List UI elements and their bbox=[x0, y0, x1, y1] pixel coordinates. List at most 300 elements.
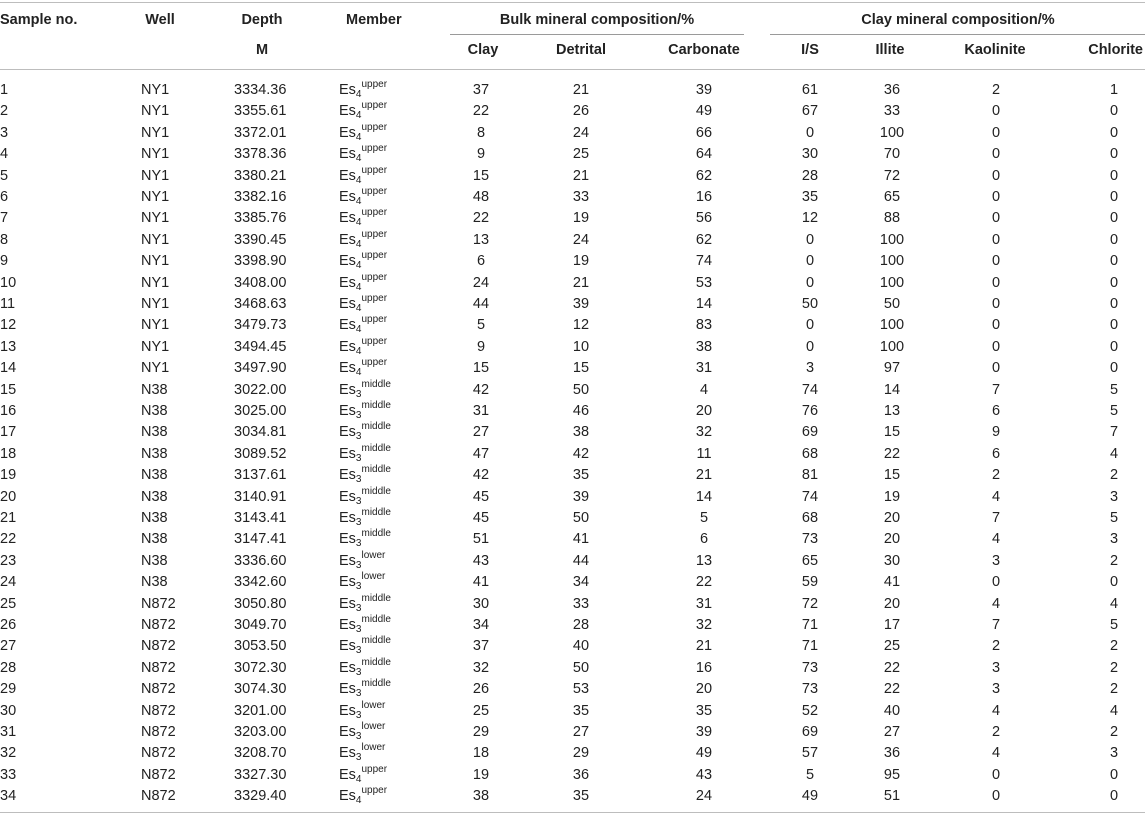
cell-detrital: 46 bbox=[572, 403, 590, 419]
cell-clay: 51 bbox=[472, 531, 490, 548]
member-base: Es bbox=[339, 766, 356, 783]
cell-kaolinite: 2 bbox=[991, 638, 1001, 655]
header-bottom-rule bbox=[0, 69, 1145, 70]
member-base: Es bbox=[339, 681, 356, 698]
member-superscript: upper bbox=[361, 164, 388, 176]
cell-depth: 3329.40 bbox=[234, 788, 287, 805]
cell-member bbox=[339, 442, 391, 464]
cell-clay: 27 bbox=[472, 424, 490, 441]
member-base: Es bbox=[339, 488, 356, 505]
member-base: Es bbox=[339, 552, 356, 569]
member-base: Es bbox=[339, 403, 356, 419]
cell-member bbox=[339, 316, 387, 334]
cell-carbonate: 35 bbox=[695, 702, 713, 719]
cell-depth: 3089.52 bbox=[234, 445, 287, 462]
cell-sample-no: 23 bbox=[0, 552, 17, 569]
cell-detrital: 53 bbox=[572, 681, 590, 698]
cell-chlorite: 4 bbox=[1109, 595, 1119, 612]
cell-depth: 3382.16 bbox=[234, 189, 287, 205]
member-subscript: 3 bbox=[355, 666, 362, 678]
cell-member bbox=[339, 485, 391, 507]
cell-chlorite: 4 bbox=[1109, 445, 1119, 462]
cell-is: 69 bbox=[801, 724, 819, 740]
cell-member bbox=[339, 723, 385, 741]
cell-well: N38 bbox=[141, 574, 168, 591]
cell-carbonate: 62 bbox=[695, 231, 713, 248]
cell-well: NY1 bbox=[141, 82, 170, 98]
cell-clay: 31 bbox=[472, 403, 490, 419]
cell-member bbox=[339, 228, 388, 250]
cell-illite: 100 bbox=[879, 317, 905, 334]
cell-carbonate: 20 bbox=[695, 681, 713, 698]
cell-member bbox=[339, 656, 391, 678]
member-superscript: lower bbox=[361, 742, 386, 754]
cell-member bbox=[339, 359, 387, 377]
cell-member bbox=[339, 423, 391, 441]
cell-well: NY1 bbox=[141, 124, 170, 141]
cell-kaolinite: 0 bbox=[991, 296, 1001, 312]
member-base: Es bbox=[339, 274, 356, 291]
cell-carbonate: 49 bbox=[695, 745, 713, 762]
cell-detrital: 27 bbox=[572, 724, 590, 740]
member-superscript: middle bbox=[361, 442, 391, 454]
cell-carbonate: 16 bbox=[695, 189, 713, 205]
cell-detrital: 26 bbox=[572, 103, 590, 120]
cell-depth: 3497.90 bbox=[234, 360, 287, 377]
cell-clay: 5 bbox=[476, 317, 486, 334]
cell-illite: 15 bbox=[883, 424, 901, 441]
cell-illite: 88 bbox=[883, 210, 901, 227]
cell-is: 76 bbox=[801, 403, 819, 419]
cell-illite: 20 bbox=[883, 531, 901, 548]
cell-well: NY1 bbox=[141, 274, 170, 291]
cell-clay: 25 bbox=[472, 702, 490, 719]
cell-kaolinite: 6 bbox=[991, 403, 1001, 419]
cell-detrital: 41 bbox=[572, 531, 590, 548]
cell-illite: 30 bbox=[883, 552, 901, 569]
cell-depth: 3074.30 bbox=[234, 681, 287, 698]
cell-is: 71 bbox=[801, 638, 819, 655]
cell-depth: 3053.50 bbox=[234, 638, 287, 655]
cell-chlorite: 0 bbox=[1109, 189, 1119, 205]
member-base: Es bbox=[339, 531, 356, 548]
cell-is: 35 bbox=[801, 189, 819, 205]
member-subscript: 4 bbox=[355, 281, 362, 293]
cell-detrital: 25 bbox=[572, 146, 590, 163]
cell-depth: 3468.63 bbox=[234, 296, 287, 312]
cell-chlorite: 0 bbox=[1109, 338, 1119, 355]
cell-sample-no: 14 bbox=[0, 360, 17, 377]
cell-is: 73 bbox=[801, 659, 819, 676]
cell-detrital: 50 bbox=[572, 510, 590, 526]
cell-clay: 45 bbox=[472, 510, 490, 526]
header-depth-unit: M bbox=[255, 42, 269, 58]
cell-clay: 34 bbox=[472, 617, 490, 633]
member-base: Es bbox=[339, 659, 356, 676]
cell-is: 71 bbox=[801, 617, 819, 633]
cell-well: NY1 bbox=[141, 210, 170, 227]
cell-kaolinite: 3 bbox=[991, 659, 1001, 676]
cell-sample-no: 2 bbox=[0, 103, 9, 120]
member-subscript: 3 bbox=[355, 410, 362, 421]
cell-clay: 29 bbox=[472, 724, 490, 740]
member-superscript: upper bbox=[361, 293, 388, 304]
header-chlorite: Chlorite bbox=[1088, 42, 1143, 58]
member-superscript: upper bbox=[361, 207, 388, 219]
cell-kaolinite: 0 bbox=[991, 103, 1001, 120]
cell-member bbox=[339, 252, 387, 270]
cell-detrital: 50 bbox=[572, 659, 590, 676]
cell-kaolinite: 0 bbox=[991, 167, 1001, 184]
cell-sample-no: 1 bbox=[0, 82, 9, 98]
cell-chlorite: 3 bbox=[1109, 745, 1119, 762]
cell-illite: 65 bbox=[883, 189, 901, 205]
cell-well: N38 bbox=[141, 424, 168, 441]
cell-detrital: 21 bbox=[572, 82, 590, 98]
cell-detrital: 35 bbox=[572, 467, 590, 484]
cell-chlorite: 2 bbox=[1109, 638, 1119, 655]
member-superscript: middle bbox=[361, 464, 391, 476]
cell-chlorite: 5 bbox=[1109, 381, 1119, 398]
cell-clay: 48 bbox=[472, 189, 490, 205]
cell-clay: 32 bbox=[472, 659, 490, 676]
cell-well: N38 bbox=[141, 445, 168, 462]
cell-kaolinite: 4 bbox=[991, 745, 1001, 762]
cell-member bbox=[339, 680, 391, 698]
member-superscript: upper bbox=[361, 314, 388, 326]
cell-sample-no: 34 bbox=[0, 788, 17, 805]
member-base: Es bbox=[339, 702, 356, 719]
member-superscript: middle bbox=[361, 507, 391, 518]
cell-sample-no: 24 bbox=[0, 574, 17, 591]
cell-illite: 22 bbox=[883, 445, 901, 462]
cell-illite: 33 bbox=[883, 103, 901, 120]
cell-kaolinite: 0 bbox=[991, 274, 1001, 291]
header-clay-group: Clay mineral composition/% bbox=[861, 12, 1055, 28]
cell-detrital: 42 bbox=[572, 445, 590, 462]
cell-detrital: 19 bbox=[572, 210, 590, 227]
cell-illite: 72 bbox=[883, 167, 901, 184]
cell-kaolinite: 0 bbox=[991, 360, 1001, 377]
cell-well: N872 bbox=[141, 638, 176, 655]
cell-kaolinite: 0 bbox=[991, 231, 1001, 248]
header-is: I/S bbox=[801, 42, 819, 58]
member-superscript: upper bbox=[361, 228, 388, 240]
member-base: Es bbox=[339, 210, 356, 227]
cell-kaolinite: 4 bbox=[991, 702, 1001, 719]
cell-carbonate: 21 bbox=[695, 467, 713, 484]
cell-is: 57 bbox=[801, 745, 819, 762]
header-carbonate: Carbonate bbox=[668, 42, 740, 58]
cell-depth: 3390.45 bbox=[234, 231, 287, 248]
cell-carbonate: 53 bbox=[695, 274, 713, 291]
cell-carbonate: 4 bbox=[699, 381, 709, 398]
cell-chlorite: 0 bbox=[1109, 317, 1119, 334]
cell-member bbox=[339, 744, 385, 762]
cell-well: NY1 bbox=[141, 338, 170, 355]
cell-clay: 15 bbox=[472, 167, 490, 184]
cell-depth: 3208.70 bbox=[234, 745, 287, 762]
cell-carbonate: 32 bbox=[695, 617, 713, 633]
cell-well: NY1 bbox=[141, 360, 170, 377]
cell-detrital: 24 bbox=[572, 124, 590, 141]
cell-well: N872 bbox=[141, 659, 176, 676]
member-subscript: 3 bbox=[355, 752, 362, 764]
cell-sample-no: 30 bbox=[0, 702, 17, 719]
cell-clay: 22 bbox=[472, 103, 490, 120]
cell-member bbox=[339, 699, 386, 721]
cell-is: 61 bbox=[801, 82, 819, 98]
cell-detrital: 28 bbox=[572, 617, 590, 633]
cell-is: 74 bbox=[801, 488, 819, 505]
cell-kaolinite: 7 bbox=[991, 617, 1001, 633]
member-subscript: 3 bbox=[355, 431, 362, 443]
cell-carbonate: 24 bbox=[695, 788, 713, 805]
member-base: Es bbox=[339, 745, 356, 762]
cell-sample-no: 3 bbox=[0, 124, 9, 141]
cell-carbonate: 66 bbox=[695, 124, 713, 141]
cell-clay: 44 bbox=[472, 296, 490, 312]
member-base: Es bbox=[339, 381, 356, 398]
member-superscript: lower bbox=[361, 571, 386, 583]
cell-illite: 25 bbox=[883, 638, 901, 655]
cell-carbonate: 39 bbox=[695, 724, 713, 740]
header-depth: Depth bbox=[241, 12, 283, 28]
member-subscript: 3 bbox=[355, 517, 362, 528]
member-subscript: 4 bbox=[355, 217, 362, 229]
cell-illite: 97 bbox=[883, 360, 901, 377]
cell-illite: 20 bbox=[883, 510, 901, 526]
header-sample-no: Sample no. bbox=[0, 12, 78, 28]
header-detrital: Detrital bbox=[556, 42, 606, 58]
member-superscript: middle bbox=[361, 378, 391, 390]
cell-depth: 3137.61 bbox=[234, 467, 287, 484]
cell-member bbox=[339, 121, 388, 143]
cell-chlorite: 0 bbox=[1109, 788, 1119, 805]
cell-sample-no: 5 bbox=[0, 167, 9, 184]
cell-carbonate: 14 bbox=[695, 296, 713, 312]
member-subscript: 3 bbox=[355, 624, 362, 635]
cell-depth: 3372.01 bbox=[234, 124, 287, 141]
cell-is: 69 bbox=[801, 424, 819, 441]
cell-member bbox=[339, 573, 385, 591]
table-bottom-rule bbox=[0, 812, 1145, 813]
member-subscript: 3 bbox=[355, 602, 362, 614]
cell-kaolinite: 7 bbox=[991, 381, 1001, 398]
cell-chlorite: 0 bbox=[1109, 360, 1119, 377]
cell-detrital: 29 bbox=[572, 745, 590, 762]
member-base: Es bbox=[339, 360, 356, 377]
member-subscript: 4 bbox=[355, 795, 362, 807]
cell-depth: 3147.41 bbox=[234, 531, 287, 548]
cell-clay: 42 bbox=[472, 381, 490, 398]
cell-clay: 15 bbox=[472, 360, 490, 377]
cell-is: 0 bbox=[805, 253, 815, 270]
cell-kaolinite: 0 bbox=[991, 338, 1001, 355]
cell-chlorite: 0 bbox=[1109, 103, 1119, 120]
member-superscript: upper bbox=[361, 763, 388, 775]
member-subscript: 4 bbox=[355, 238, 362, 250]
cell-depth: 3380.21 bbox=[234, 167, 287, 184]
cell-illite: 41 bbox=[883, 574, 901, 591]
member-subscript: 3 bbox=[355, 645, 362, 657]
cell-illite: 100 bbox=[879, 124, 905, 141]
member-subscript: 4 bbox=[355, 303, 362, 314]
member-superscript: upper bbox=[361, 79, 388, 90]
member-base: Es bbox=[339, 467, 356, 484]
member-superscript: middle bbox=[361, 400, 391, 411]
member-subscript: 3 bbox=[355, 731, 362, 742]
member-superscript: upper bbox=[361, 143, 388, 155]
cell-member bbox=[339, 295, 387, 313]
member-base: Es bbox=[339, 617, 356, 633]
cell-carbonate: 14 bbox=[695, 488, 713, 505]
cell-chlorite: 4 bbox=[1109, 702, 1119, 719]
member-subscript: 4 bbox=[355, 110, 362, 122]
member-superscript: upper bbox=[361, 186, 388, 197]
cell-depth: 3140.91 bbox=[234, 488, 287, 505]
cell-well: N872 bbox=[141, 681, 176, 698]
cell-sample-no: 15 bbox=[0, 381, 17, 398]
cell-is: 65 bbox=[801, 552, 819, 569]
member-base: Es bbox=[339, 189, 356, 205]
cell-carbonate: 16 bbox=[695, 659, 713, 676]
cell-is: 50 bbox=[801, 296, 819, 312]
cell-well: N872 bbox=[141, 617, 176, 633]
cell-detrital: 33 bbox=[572, 595, 590, 612]
cell-clay: 37 bbox=[472, 82, 490, 98]
member-base: Es bbox=[339, 338, 356, 355]
cell-sample-no: 20 bbox=[0, 488, 17, 505]
cell-depth: 3050.80 bbox=[234, 595, 287, 612]
cell-well: N872 bbox=[141, 745, 176, 762]
cell-kaolinite: 0 bbox=[991, 574, 1001, 591]
cell-is: 0 bbox=[805, 274, 815, 291]
cell-member bbox=[339, 787, 387, 805]
cell-well: NY1 bbox=[141, 189, 170, 205]
cell-kaolinite: 0 bbox=[991, 146, 1001, 163]
cell-detrital: 40 bbox=[572, 638, 590, 655]
cell-sample-no: 12 bbox=[0, 317, 17, 334]
cell-member bbox=[339, 335, 388, 357]
cell-depth: 3327.30 bbox=[234, 766, 287, 783]
cell-chlorite: 3 bbox=[1109, 488, 1119, 505]
cell-carbonate: 56 bbox=[695, 210, 713, 227]
cell-is: 30 bbox=[801, 146, 819, 163]
member-superscript: lower bbox=[361, 721, 386, 732]
cell-chlorite: 2 bbox=[1109, 552, 1119, 569]
cell-depth: 3355.61 bbox=[234, 103, 287, 120]
cell-clay: 30 bbox=[472, 595, 490, 612]
cell-kaolinite: 0 bbox=[991, 253, 1001, 270]
header-well: Well bbox=[145, 12, 175, 28]
member-subscript: 3 bbox=[355, 581, 362, 593]
member-subscript: 3 bbox=[355, 709, 362, 721]
member-subscript: 3 bbox=[355, 688, 362, 700]
member-base: Es bbox=[339, 724, 356, 740]
cell-depth: 3336.60 bbox=[234, 552, 287, 569]
cell-is: 81 bbox=[801, 467, 819, 484]
member-subscript: 4 bbox=[355, 345, 362, 357]
cell-illite: 22 bbox=[883, 681, 901, 698]
cell-member bbox=[339, 637, 391, 655]
cell-is: 72 bbox=[801, 595, 819, 612]
cell-illite: 19 bbox=[883, 488, 901, 505]
member-base: Es bbox=[339, 445, 356, 462]
cell-member bbox=[339, 271, 388, 293]
cell-kaolinite: 2 bbox=[991, 724, 1001, 740]
cell-well: NY1 bbox=[141, 317, 170, 334]
cell-sample-no: 16 bbox=[0, 403, 17, 419]
cell-well: N38 bbox=[141, 531, 168, 548]
clay-group-rule bbox=[770, 34, 1145, 35]
cell-clay: 42 bbox=[472, 467, 490, 484]
cell-well: N38 bbox=[141, 381, 168, 398]
cell-sample-no: 17 bbox=[0, 424, 17, 441]
cell-is: 28 bbox=[801, 167, 819, 184]
member-base: Es bbox=[339, 788, 356, 805]
cell-clay: 26 bbox=[472, 681, 490, 698]
cell-sample-no: 21 bbox=[0, 510, 17, 526]
cell-sample-no: 6 bbox=[0, 189, 9, 205]
member-superscript: middle bbox=[361, 656, 391, 668]
cell-depth: 3072.30 bbox=[234, 659, 287, 676]
cell-is: 12 bbox=[801, 210, 819, 227]
cell-well: NY1 bbox=[141, 103, 170, 120]
cell-chlorite: 5 bbox=[1109, 510, 1119, 526]
cell-chlorite: 0 bbox=[1109, 231, 1119, 248]
cell-carbonate: 11 bbox=[696, 445, 712, 462]
member-base: Es bbox=[339, 296, 356, 312]
cell-depth: 3143.41 bbox=[234, 510, 287, 526]
member-subscript: 4 bbox=[355, 153, 362, 165]
cell-kaolinite: 4 bbox=[991, 531, 1001, 548]
cell-is: 0 bbox=[805, 124, 815, 141]
member-subscript: 4 bbox=[355, 773, 362, 785]
cell-depth: 3408.00 bbox=[234, 274, 287, 291]
cell-kaolinite: 4 bbox=[991, 488, 1001, 505]
cell-kaolinite: 3 bbox=[991, 681, 1001, 698]
cell-clay: 37 bbox=[472, 638, 490, 655]
cell-is: 52 bbox=[801, 702, 819, 719]
cell-well: N872 bbox=[141, 788, 176, 805]
member-base: Es bbox=[339, 82, 356, 98]
cell-sample-no: 11 bbox=[0, 296, 16, 312]
header-illite: Illite bbox=[875, 42, 905, 58]
cell-depth: 3034.81 bbox=[234, 424, 287, 441]
member-superscript: upper bbox=[361, 100, 388, 112]
cell-depth: 3201.00 bbox=[234, 702, 287, 719]
cell-well: N872 bbox=[141, 702, 176, 719]
cell-clay: 41 bbox=[472, 574, 490, 591]
cell-well: NY1 bbox=[141, 167, 170, 184]
cell-is: 3 bbox=[805, 360, 815, 377]
cell-sample-no: 25 bbox=[0, 595, 17, 612]
member-subscript: 4 bbox=[355, 367, 362, 379]
cell-depth: 3479.73 bbox=[234, 317, 287, 334]
cell-detrital: 21 bbox=[572, 167, 590, 184]
member-base: Es bbox=[339, 146, 356, 163]
cell-sample-no: 29 bbox=[0, 681, 17, 698]
cell-member bbox=[339, 81, 387, 99]
cell-well: N38 bbox=[141, 510, 168, 526]
cell-illite: 27 bbox=[883, 724, 901, 740]
cell-sample-no: 10 bbox=[0, 274, 17, 291]
cell-illite: 22 bbox=[883, 659, 901, 676]
cell-illite: 51 bbox=[883, 788, 901, 805]
cell-sample-no: 7 bbox=[0, 210, 9, 227]
cell-kaolinite: 0 bbox=[991, 210, 1001, 227]
